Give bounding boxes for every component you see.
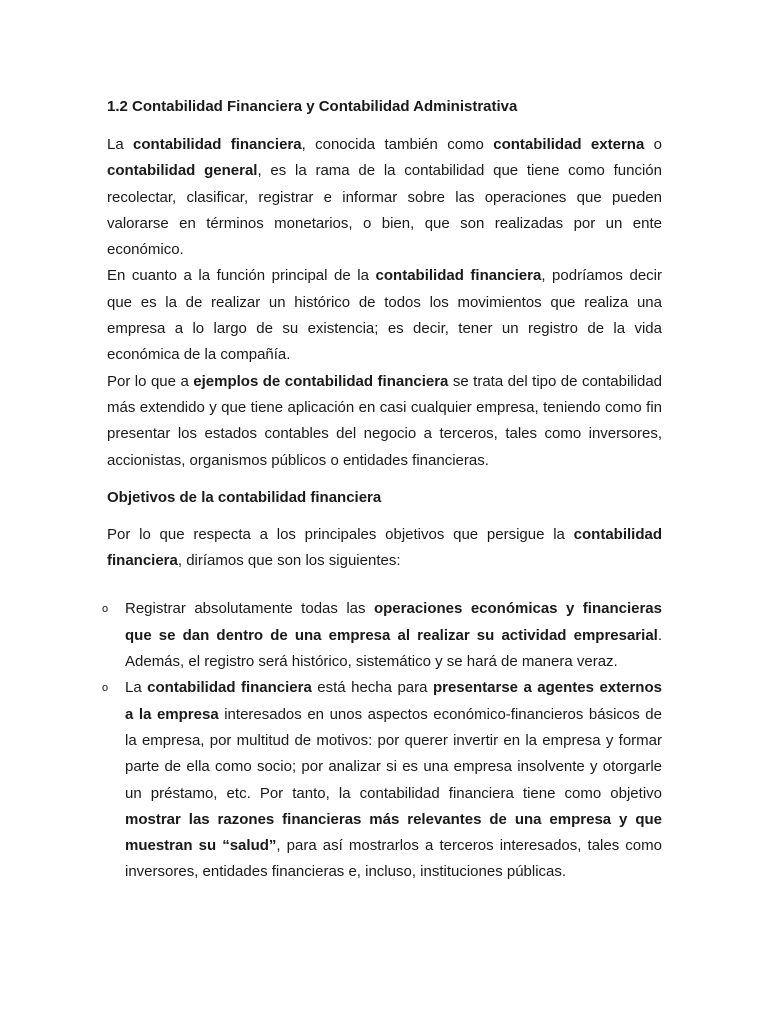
- text-run: , conocida también como: [301, 136, 494, 153]
- text-run: , diríamos que son los siguientes:: [177, 552, 401, 570]
- text-run: . Además, el registro será histórico, sistemático y se hará de manera veraz.: [125, 626, 662, 671]
- objectives-list: [102, 596, 662, 885]
- list-item: [102, 596, 662, 675]
- bullet-icon: o: [102, 603, 109, 616]
- objectives-heading: Objetivos de la contabilidad financiera: [107, 488, 382, 506]
- intro-paragraph-3: [107, 369, 662, 474]
- text-run: La: [125, 679, 148, 697]
- list-item: [102, 675, 662, 885]
- text-run: En cuanto a la función principal de la: [107, 267, 376, 285]
- text-run: Registrar absolutamente todas las: [125, 600, 374, 618]
- spacer: [107, 574, 662, 596]
- bold-term: presentarse a agentes externos a la empresa: [125, 679, 662, 723]
- text-run: , es la rama de la contabilidad que tiene como función recolectar, clasificar, registrar e informar sobre las operaciones que pueden valorarse en términos monetarios, o bien, que son realizadas por un ente económico.: [107, 162, 662, 259]
- text-run: , podríamos decir que es la de realizar un histórico de todos los movimientos que realiza una empresa a lo largo de su existencia; es decir, tener un registro de la vida económica de la compañía.: [107, 267, 662, 364]
- bold-term: contabilidad general: [107, 162, 258, 180]
- text-run: La: [107, 136, 134, 153]
- bold-term: contabilidad financiera: [147, 679, 312, 697]
- bold-term: operaciones económicas y financieras que se dan dentro de una empresa al realizar su actividad empresarial: [125, 600, 662, 644]
- text-run: o: [644, 136, 663, 153]
- bold-term: ejemplos de contabilidad financiera: [193, 372, 449, 390]
- intro-paragraph-2: [107, 263, 662, 368]
- bold-term: mostrar las razones financieras más relevantes de una empresa y que muestran su “salud”: [125, 810, 662, 855]
- bold-term: contabilidad externa: [493, 136, 645, 153]
- section-heading: 1.2 Contabilidad Financiera y Contabilidad Administrativa: [107, 98, 518, 115]
- text-run: Por lo que respecta a los principales objetivos que persigue la: [107, 525, 574, 543]
- document-page: [102, 96, 663, 886]
- text-run: , para así mostrarlos a terceros interesados, tales como inversores, entidades financieras e, incluso, instituciones públicas.: [125, 837, 662, 881]
- bold-term: contabilidad financiera: [107, 525, 662, 570]
- text-run: está hecha para: [311, 679, 433, 697]
- bold-term: contabilidad financiera: [375, 267, 542, 285]
- text-run: interesados en unos aspectos económico-financieros básicos de la empresa, por multitud de motivos: por querer invertir en la empresa y formar parte de ella como socio; por analizar si es una empresa insolvente y otorgarle un préstamo, etc. Por tanto, la contabilidad financiera tiene como objetivo: [125, 705, 662, 802]
- objectives-lead-paragraph: [107, 522, 662, 575]
- bold-term: contabilidad financiera: [133, 136, 302, 153]
- bullet-icon: o: [102, 682, 109, 695]
- text-run: Por lo que a: [107, 372, 194, 390]
- intro-paragraph-1: [107, 132, 662, 263]
- text-run: se trata del tipo de contabilidad más extendido y que tiene aplicación en casi cualquier empresa, teniendo como fin presentar los estados contables del negocio a terceros, tales como inversores, accionistas, organismos públicos o entidades financieras.: [107, 372, 663, 469]
